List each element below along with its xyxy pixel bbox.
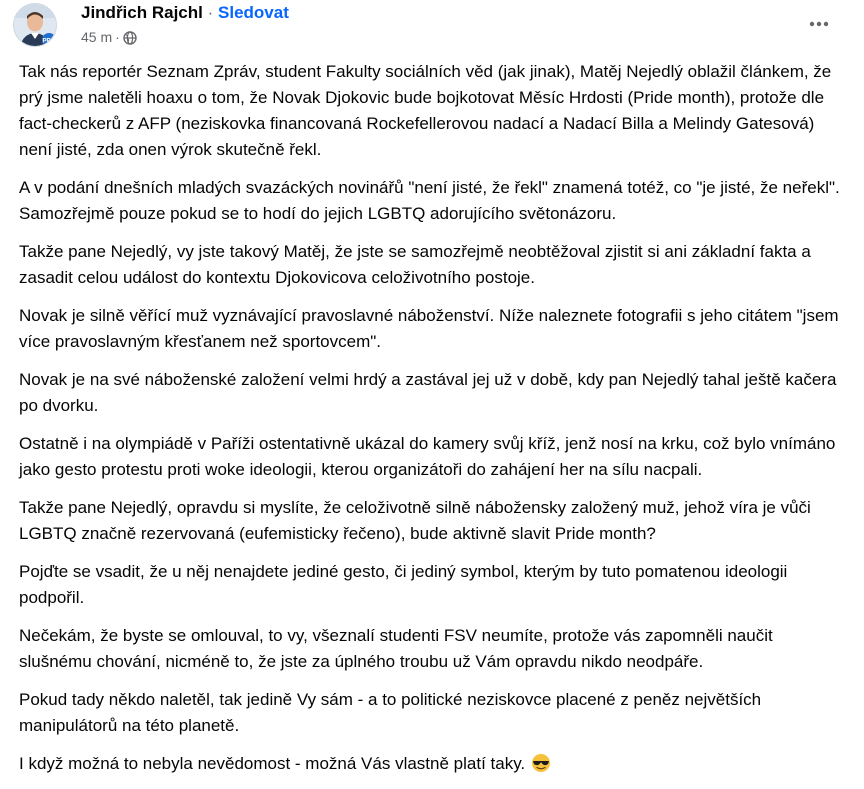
- post-paragraph-10: Pokud tady někdo naletěl, tak jedině Vy sám - a to politické neziskovce placené z peněz největších manipulátorů na této planetě.: [19, 690, 762, 735]
- post-paragraph-8: Pojďte se vsadit, že u něj nenajdete jediné gesto, či jediný symbol, kterým by tuto pomatenou ideologii podpořil.: [19, 562, 788, 607]
- post-timestamp[interactable]: 45 m: [81, 29, 113, 45]
- post-paragraph-5: Novak je na své náboženské založení velmi hrdý a zastával jej už v době, kdy pan Nejedlý tahal ještě kačera po dvorku.: [19, 370, 837, 415]
- post-paragraph-9: Nečekám, že byste se omlouval, to vy, všeznalí studenti FSV neumíte, protože vás zapomněli naučit slušnému chování, nicméně to, že jste za úplného troubu už Vám opravdu nikdo neodpáře.: [19, 626, 773, 671]
- post-paragraph-7: Takže pane Nejedlý, opravdu si myslíte, že celoživotně silně nábožensky založený muž, jehož víra je vůči LGBTQ značně rezervovaná (eufemisticky řečeno), bude aktivně slavit Pride month?: [19, 498, 811, 543]
- more-options-button[interactable]: [805, 10, 833, 38]
- meta-separator: ·: [115, 29, 120, 45]
- post-meta: [81, 27, 137, 47]
- post-paragraph-6: Ostatně i na olympiádě v Paříži ostentativně ukázal do kamery svůj kříž, jenž nosí na krku, což bylo vnímáno jako gesto protestu proti woke ideologii, kterou organizátoři do zahájení her na sílu nacpali.: [19, 434, 836, 479]
- post-paragraph-3: Takže pane Nejedlý, vy jste takový Matěj, že jste se samozřejmě neobtěžoval zjistit si ani základní fakta a zasadit celou událost do kontextu Djokovicova celoživotního postoje.: [19, 242, 811, 287]
- author-name[interactable]: Jindřich Rajchl: [81, 3, 203, 22]
- globe-icon[interactable]: [123, 30, 137, 44]
- post-paragraph-1: Tak nás reportér Seznam Zpráv, student Fakulty sociálních věd (jak jinak), Matěj Nejedlý oblažil článkem, že prý jsme naletěli hoaxu o tom, že Novak Djokovic bude bojkotovat Měsíc Hrdosti (Pride month), protože dle fact-checkerů z AFP (neziskovka financovaná Rockefellerovou nadací a Nadací Billa a Melindy Gatesová) není jisté, zda onen výrok skutečně řekl.: [19, 62, 832, 159]
- post-paragraph-4: Novak je silně věřící muž vyznávající pravoslavné náboženství. Níže naleznete fotografii s jeho citátem "jsem více pravoslavným křesťanem než sportovcem".: [19, 306, 839, 351]
- avatar-badge-text: PRO: [42, 38, 56, 45]
- post-paragraph-11-text: I když možná to nebyla nevědomost - možná Vás vlastně platí taky.: [19, 754, 526, 773]
- more-horizontal-icon: [809, 21, 829, 27]
- avatar[interactable]: [13, 3, 57, 47]
- author-line: [81, 2, 289, 24]
- post-header: [0, 0, 864, 56]
- post-paragraph-11: [19, 751, 849, 777]
- follow-button[interactable]: Sledovat: [218, 3, 289, 22]
- post-paragraph-2: A v podání dnešních mladých svazáckých novinářů "není jisté, že řekl" znamená totéž, co "je jisté, že neřekl". Samozřejmě pouze pokud se to hodí do jejich LGBTQ adorujícího světonázoru.: [19, 178, 840, 223]
- sunglasses-emoji-icon: [530, 753, 552, 773]
- separator-dot: ·: [207, 3, 214, 22]
- post-body: [19, 59, 849, 789]
- avatar-image: [14, 4, 57, 47]
